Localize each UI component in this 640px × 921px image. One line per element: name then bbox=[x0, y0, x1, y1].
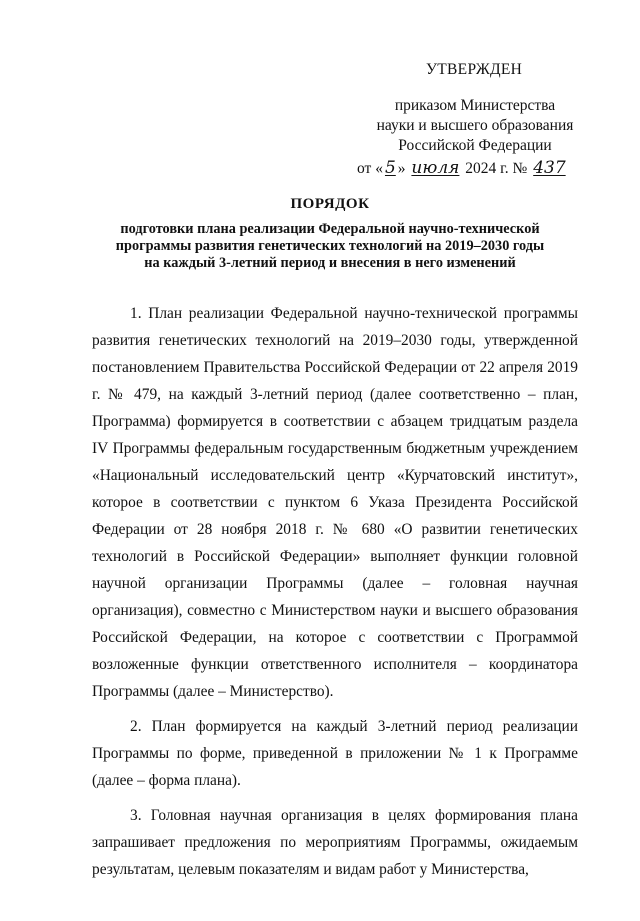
document-title: ПОРЯДОК bbox=[290, 196, 370, 212]
handwritten-month: июля bbox=[411, 158, 460, 178]
approval-line-2: науки и высшего образования bbox=[376, 117, 574, 134]
document-subtitle-line-1: подготовки плана реализации Федеральной научно-технической bbox=[120, 221, 540, 237]
date-mid: » bbox=[397, 160, 406, 177]
approval-date bbox=[357, 158, 590, 179]
date-prefix: от « bbox=[357, 160, 383, 177]
approval-block bbox=[357, 60, 590, 179]
document-subtitle-line-3: на каждый 3-летний период и внесения в него изменений bbox=[144, 255, 516, 271]
approval-line-1: приказом Министерства bbox=[394, 97, 556, 114]
document-subtitle-line-2: программы развития генетических технологий на 2019–2030 годы bbox=[115, 238, 545, 254]
handwritten-day: 5 bbox=[384, 158, 396, 178]
approval-title: УТВЕРЖДЕН bbox=[426, 61, 523, 78]
paragraph-2: 2. План формируется на каждый 3-летний период реализации Программы по форме, приведенной в приложении № 1 к Программе (далее – форма плана). bbox=[92, 718, 578, 789]
document-body bbox=[92, 300, 578, 891]
approval-line-3: Российской Федерации bbox=[398, 137, 552, 154]
handwritten-number: 437 bbox=[533, 158, 566, 178]
date-year: 2024 г. № bbox=[465, 160, 528, 177]
paragraph-3: 3. Головная научная организация в целях формирования плана запрашивает предложения по мероприятиям Программы, ожидаемым результатам, целевым показателям и видам работ у Министерства, bbox=[92, 807, 578, 878]
paragraph-1: 1. План реализации Федеральной научно-технической программы развития генетических технологий на 2019–2030 годы, утвержденной постановлением Правительства Российской Федерации от 22 апреля 2019 г. № 479, на каждый 3-летний период (далее соответственно – план, Программа) формируется в соответствии с абзацем тридцатым раздела IV Программы федеральным государственным бюджетным учреждением «Национальный исследовательский центр «Курчатовский институт», которое в соответствии с пунктом 6 Указа Президента Российской Федерации от 28 ноября 2018 г. № 680 «О развитии генетических технологий в Российской Федерации» выполняет функции головной научной организации Программы (далее – головная научная организация), совместно с Министерством науки и высшего образования Российской Федерации, на которое с соответствии с Программой возложенные функции ответственного исполнителя – координатора Программы (далее – Министерство). bbox=[92, 305, 578, 700]
document-heading bbox=[80, 196, 580, 272]
